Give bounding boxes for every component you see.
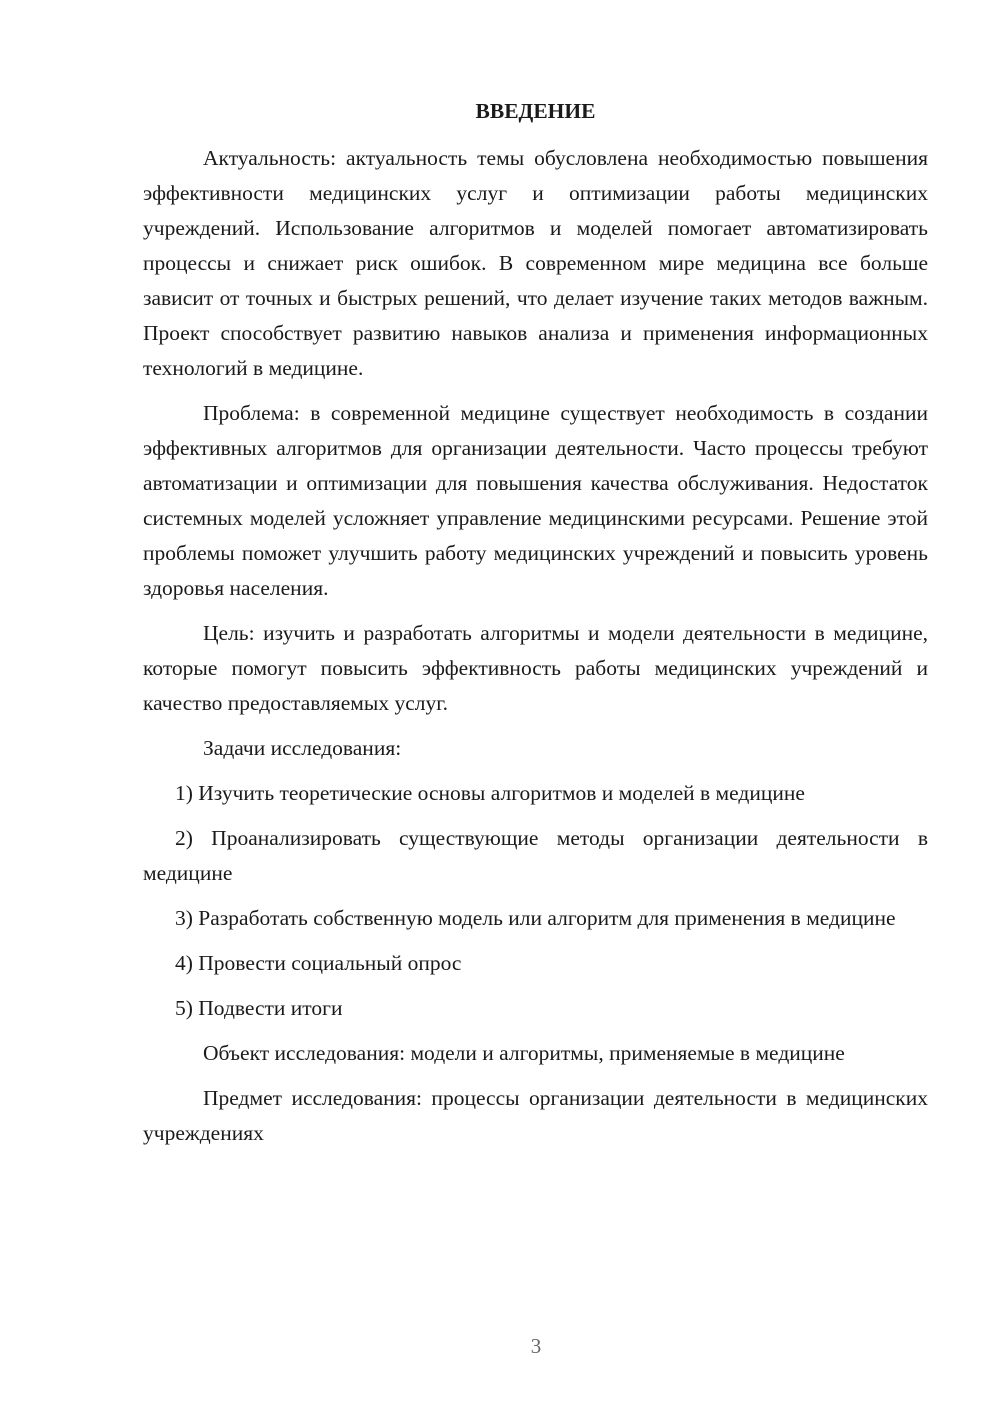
task-item: 1) Изучить теоретические основы алгоритмов и моделей в медицине: [175, 781, 805, 805]
task-item: 2) Проанализировать существующие методы организации деятельности в медицине: [143, 826, 928, 885]
paragraph-problem: Проблема: в современной медицине существует необходимость в создании эффективных алгоритмов для организации деятельности. Часто процессы требуют автоматизации и оптимизации для повышения качества обслуживания. Недостаток системных моделей усложняет управление медицинскими ресурсами. Решение этой проблемы поможет улучшить работу медицинских учреждений и повысить уровень здоровья населения.: [143, 401, 928, 600]
task-item: 3) Разработать собственную модель или алгоритм для применения в медицине: [175, 906, 896, 930]
paragraph-tasks-heading: Задачи исследования:: [203, 736, 402, 760]
document-body: [143, 94, 928, 1161]
page-number: 3: [530, 1334, 542, 1358]
paragraph-relevance: Актуальность: актуальность темы обусловлена необходимостью повышения эффективности медицинских услуг и оптимизации работы медицинских учреждений. Использование алгоритмов и моделей помогает автоматизировать процессы и снижает риск ошибок. В современном мире медицина все больше зависит от точных и быстрых решений, что делает изучение таких методов важным. Проект способствует развитию навыков анализа и применения информационных технологий в медицине.: [143, 146, 928, 380]
section-title: ВВЕДЕНИЕ: [475, 99, 596, 123]
task-item: 4) Провести социальный опрос: [175, 951, 462, 975]
paragraph-subject: Предмет исследования: процессы организации деятельности в медицинских учреждениях: [143, 1086, 928, 1145]
paragraph-object: Объект исследования: модели и алгоритмы, применяемые в медицине: [203, 1041, 845, 1065]
paragraph-goal: Цель: изучить и разработать алгоритмы и модели деятельности в медицине, которые помогут повысить эффективность работы медицинских учреждений и качество предоставляемых услуг.: [143, 621, 928, 715]
task-item: 5) Подвести итоги: [175, 996, 343, 1020]
